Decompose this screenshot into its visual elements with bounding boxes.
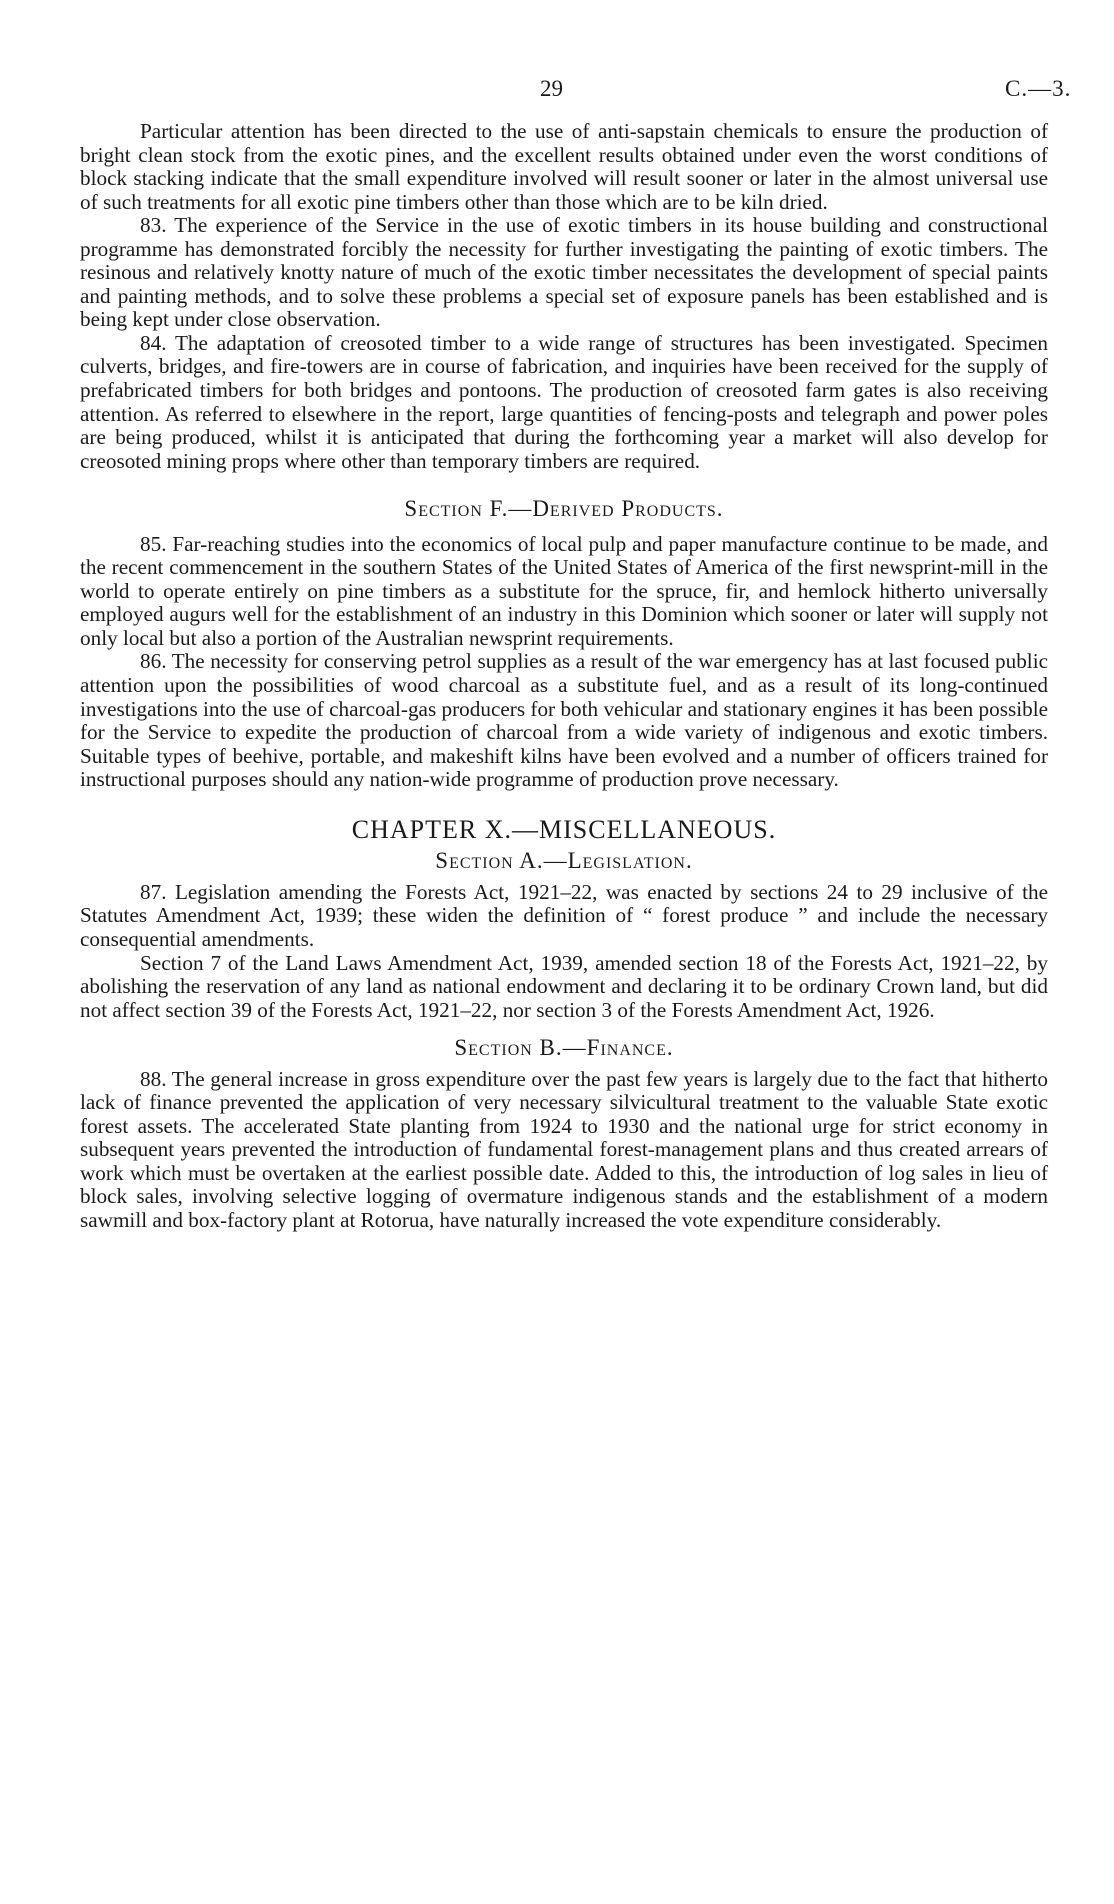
paragraph-84: 84. The adaptation of creosoted timber to a wide range of structures has been investigated. Specimen culverts, bridges, and fire-towers are in course of fabrication, and inquiries have been received for the supply of prefabricated timbers for both bridges and pontoons. The production of creosoted farm gates is also receiving attention. As referred to elsewhere in the report, large quantities of fencing-posts and telegraph and power poles are being produced, whilst it is anticipated that during the forthcoming year a market will also develop for creosoted mining props where other than temporary timbers are required.: [80, 330, 1048, 473]
chapter-x-heading: CHAPTER X.—MISCELLANEOUS.: [351, 814, 777, 844]
paragraph-85: 85. Far-reaching studies into the economics of local pulp and paper manufacture continue to be made, and the recent commencement in the southern States of the United States of America of the first newsprint-mill in the world to operate entirely on pine timbers as a substitute for the spruce, fir, and hemlock hitherto universally employed augurs well for the establishment of an industry in this Dominion which sooner or later will supply not only local but also a portion of the Australian newsprint requirements.: [80, 531, 1048, 650]
document-code: C.—3.: [1005, 76, 1072, 101]
paragraph-87: 87. Legislation amending the Forests Act, 1921–22, was enacted by sections 24 to 29 inclusive of the Statutes Amendment Act, 1939; these widen the definition of “ forest produce ” and include the necessary consequential amendments.: [80, 879, 1048, 951]
section-a-heading: Section A.—Legislation.: [435, 848, 693, 874]
paragraph-82-continued: Particular attention has been directed to the use of anti-sapstain chemicals to ensure the production of bright clean stock from the exotic pines, and the excellent results obtained under even the worst conditions of block stacking indicate that the small expenditure involved will result sooner or later in the almost universal use of such treatments for all exotic pine timbers other than those which are to be kiln dried.: [80, 119, 1048, 214]
section-f-heading: Section F.—Derived Products.: [404, 496, 724, 522]
paragraph-83: 83. The experience of the Service in the use of exotic timbers in its house building and constructional programme has demonstrated forcibly the necessity for further investigating the painting of exotic timbers. The resinous and relatively knotty nature of much of the exotic timber necessitates the development of special paints and painting methods, and to solve these problems a special set of exposure panels has been established and is being kept under close observation.: [80, 213, 1048, 332]
paragraph-86: 86. The necessity for conserving petrol supplies as a result of the war emergency has at last focused public attention upon the possibilities of wood charcoal as a substitute fuel, and as a result of its long-continued investigations into the use of charcoal-gas producers for both vehicular and stationary engines it has been possible for the Service to expedite the production of charcoal from a wide variety of indigenous and exotic timbers. Suitable types of beehive, portable, and makeshift kilns have been evolved and a number of officers trained for instructional purposes should any nation-wide programme of production prove necessary.: [80, 649, 1048, 792]
page-body: [80, 120, 1048, 1233]
section-b-heading: Section B.—Finance.: [454, 1035, 674, 1061]
paragraph-88: 88. The general increase in gross expenditure over the past few years is largely due to the fact that hitherto lack of finance prevented the application of very necessary silvicultural treatment to the valuable State exotic forest assets. The accelerated State planting from 1924 to 1930 and the national urge for strict economy in subsequent years prevented the introduction of fundamental forest-management plans and thus created arrears of work which must be overtaken at the earliest possible date. Added to this, the introduction of log sales in lieu of block sales, involving selective logging of overmature indigenous stands and the establishment of a modern sawmill and box-factory plant at Rotorua, have naturally increased the vote expenditure considerably.: [80, 1066, 1048, 1232]
page-number: 29: [540, 76, 563, 101]
paragraph-87-section-7: Section 7 of the Land Laws Amendment Act, 1939, amended section 18 of the Forests Act, 1921–22, by abolishing the reservation of any land as national endowment and declaring it to be ordinary Crown land, but did not affect section 39 of the Forests Act, 1921–22, nor section 3 of the Forests Amendment Act, 1926.: [80, 950, 1048, 1022]
